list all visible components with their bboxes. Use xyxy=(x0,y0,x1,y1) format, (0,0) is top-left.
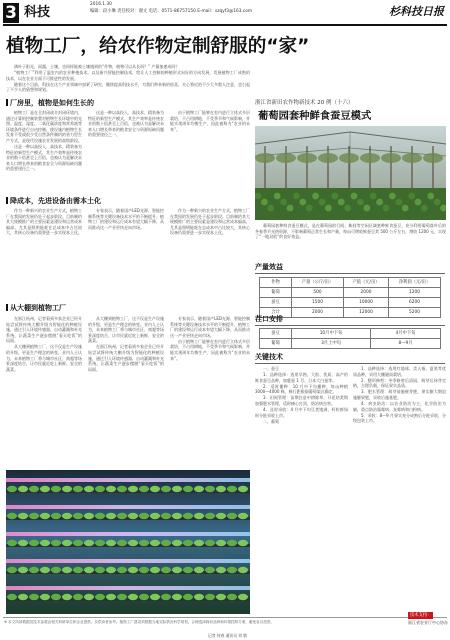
table-cell: 1200 xyxy=(389,288,441,298)
vineyard-photo xyxy=(255,126,446,220)
lettuce-plant xyxy=(128,513,138,519)
tech-item: 3．肥水管理：萌芽前施催芽肥，果实膨大期追施膨果肥，采收后施基肥。 xyxy=(353,389,446,400)
table-row xyxy=(260,329,441,339)
season-heading: 茬口安排 xyxy=(255,315,283,323)
article-lead xyxy=(6,64,250,96)
lettuce-plant xyxy=(150,567,160,573)
lettuce-plant xyxy=(183,567,193,573)
article-column xyxy=(6,110,82,194)
led-strip xyxy=(6,478,250,482)
section-title: 科技 xyxy=(24,5,51,20)
lettuce-plant xyxy=(183,486,193,492)
table-cell: 10月中下旬 xyxy=(292,329,371,339)
body-paragraph: 从大棚到植物工厂，这不仅是生产设施的升级，更是生产理念的转变。业内人士认为，未来植物工厂将与城市社区、商超等场景深度结合，让市民就近吃上新鲜、安全的蔬菜。 xyxy=(6,344,82,372)
article-headline: 植物工厂，给农作物定制舒服的“家” xyxy=(6,36,310,57)
bean-plant xyxy=(319,199,326,206)
bean-plant xyxy=(338,199,345,206)
article-column xyxy=(88,110,164,194)
lettuce-plant xyxy=(139,594,149,600)
body-paragraph: 专家表示，随着国产LED光源、智能控制系统等关键设备技术水平的不断提升，植物工厂的建设和运行成本有望大幅下降，从而推动这一产业更快走向市场。 xyxy=(170,316,250,338)
lettuce-plant xyxy=(7,594,17,600)
lettuce-plant xyxy=(51,567,61,573)
lettuce-plant xyxy=(84,594,94,600)
table-row xyxy=(260,298,441,308)
table-header-cell: 产量（公斤/亩） xyxy=(292,278,344,288)
lettuce-plant xyxy=(238,567,248,573)
lead-paragraph: 随着这个目前，科技在这个产业领域中加紧了研究，继续提高科技水平，为我们带来新的惊喜，关心将近的不少大多数人注意，也引起了不少人的猜想和规划。 xyxy=(6,81,250,93)
lettuce-plant xyxy=(106,594,116,600)
lettuce-plant xyxy=(172,567,182,573)
plant-factory-photo xyxy=(6,470,250,614)
lettuce-plant xyxy=(150,486,160,492)
bean-plant xyxy=(312,193,319,200)
lettuce-plant xyxy=(238,486,248,492)
footnote: ※ 本文所涉数据及技术参数由相关科研单位和企业提供，仅供读者参考。植物工厂建设须根据当地实际情况科学规划，合理选择栽培品种和环境控制方案，避免盲目投资。 xyxy=(4,620,275,624)
tech-item: 1．品种选择：选用早熟、大粒、优质、高产的鲜食蚕豆品种，如慈蚕 1 号、日本大白蚕等。 xyxy=(255,372,348,383)
support-org: 浙江省农业厅中心协办 xyxy=(408,620,448,625)
lettuce-plant xyxy=(172,594,182,600)
tech-item: 1．品种选择：选用红地球、美人指、夏黑等优质品种，采用大棚避雨栽培。 xyxy=(353,366,446,377)
article-column xyxy=(6,208,82,303)
table-cell: 10000 xyxy=(343,298,388,308)
bean-plant xyxy=(287,205,294,212)
body-paragraph: 在浙江杭州，记者看到多家企业已经开始尝试将传统大棚升级为智能化的种植设施，通过引入环境传感器、自动灌溉和补光系统，让蔬菜生产逐步摆脱“看天吃饭”的局面。 xyxy=(88,344,164,372)
editor-contact-line: 编辑：段小琳 责任校对：谢文 电话：0571-86757150 E-mail：szqyf3@163.com xyxy=(90,9,253,14)
lettuce-plant xyxy=(139,513,149,519)
lead-paragraph: “植物工厂”利用了温室内的农业种植技术，以及新兴智能控制技术，给让人工控制的种植形式向好的方向发展，发展植物工厂成熟的技术，以在农业方面不可推进性的发展。 xyxy=(6,70,250,81)
lettuce-plant xyxy=(95,486,105,492)
lettuce-plant xyxy=(172,486,182,492)
table-cell: 合计 xyxy=(260,308,292,318)
lettuce-plant xyxy=(73,513,83,519)
lettuce-plant xyxy=(205,594,215,600)
lettuce-plant xyxy=(128,540,138,546)
lettuce-plant xyxy=(40,567,50,573)
sidebar-title: 葡萄园套种鲜食蚕豆模式 xyxy=(258,110,372,122)
table-cell: 蚕豆 xyxy=(260,329,292,339)
article-column xyxy=(6,316,82,466)
lettuce-plant xyxy=(161,486,171,492)
lettuce-plant xyxy=(40,513,50,519)
body-paragraph: 由于植物工厂能够在室内进行立体式多层栽培，不占用耕地，不受季节和气候影响，并能实现周年均衡生产，因此被称为“农业的未来”。 xyxy=(170,338,250,361)
tech-item: 一、蚕豆 xyxy=(263,366,279,371)
lettuce-plant xyxy=(183,540,193,546)
lettuce-plant xyxy=(128,567,138,573)
lettuce-plant xyxy=(51,513,61,519)
led-strip xyxy=(6,586,250,590)
header-rule xyxy=(3,24,447,26)
tech-column xyxy=(353,366,446,610)
bean-plant xyxy=(280,199,287,206)
yield-heading: 产量效益 xyxy=(255,263,283,271)
tech-item: 4．病虫防治：以农业防治为主，化学防治为辅，重点防治霜霉病、灰霉病和白粉病。 xyxy=(353,401,446,412)
body-paragraph: 这是一种以高投入、高技术、精装备为特征的新型生产模式，其生产效率是传统农业的数十倍甚至上百倍，也被认为是解决未来人口增长带来的粮食安全与资源短缺问题的重要途径之一。 xyxy=(88,110,164,138)
tech-item: 5．采收：8—9 月果实充分成熟后分批采收，分级包装上市。 xyxy=(353,412,446,424)
lettuce-plant xyxy=(194,513,204,519)
bean-plant xyxy=(299,199,306,206)
bean-plant xyxy=(376,199,383,206)
table-cell: 葡萄 xyxy=(260,288,292,298)
lettuce-plant xyxy=(95,513,105,519)
article-column xyxy=(88,316,164,466)
lettuce-plant xyxy=(117,513,127,519)
lettuce-plant xyxy=(40,540,50,546)
lettuce-plant xyxy=(205,513,215,519)
sidebar-intro-text: 葡萄园套种鲜食蚕豆模式，是在葡萄园的行间、株间等空闲区域套种鲜食蚕豆，充分利用葡萄落叶后的冬春季节光热资源，不影响葡萄正常生长和产量，每亩可增收鲜蚕豆荚 500 公斤左右，增收 1200 元，实现了“一地双收”的良好效益。 xyxy=(255,223,446,240)
tech-item: 2．整形修剪：冬季修剪后清园，萌芽后抹芽定梢，合理负载，保证果实品质。 xyxy=(353,377,446,389)
lettuce-plant xyxy=(106,513,116,519)
vine-canopy xyxy=(276,153,296,163)
bean-plant xyxy=(421,205,428,212)
lettuce-plant xyxy=(73,594,83,600)
table-cell: 6200 xyxy=(389,298,441,308)
bean-plant xyxy=(306,205,313,212)
lettuce-plant xyxy=(139,567,149,573)
lettuce-plant xyxy=(29,513,39,519)
tech-item: 4．及时采收：4 月中下旬豆荚饱满、籽粒鲜绿时分批采收上市。 xyxy=(255,407,348,418)
bean-plant xyxy=(267,205,274,212)
table-cell: 3月上中旬 xyxy=(292,339,371,349)
lettuce-plant xyxy=(161,513,171,519)
table-cell: 8—9月 xyxy=(371,339,441,349)
vine-canopy xyxy=(402,153,422,163)
lettuce-plant xyxy=(84,513,94,519)
lettuce-plant xyxy=(18,486,28,492)
lettuce-plant xyxy=(29,594,39,600)
section-heading: 从大棚到植物工厂 xyxy=(6,304,66,313)
tech-heading: 关键技术 xyxy=(255,353,283,361)
lettuce-plant xyxy=(194,540,204,546)
page-number-badge: 3 xyxy=(3,3,19,23)
lettuce-plant xyxy=(161,540,171,546)
support-tag: 技术支持： xyxy=(410,613,432,618)
body-paragraph: 植物工厂是在全封闭或半封闭环境内，通过计算机控制装置对植物生长环境中的光照、温度、湿度、二氧化碳浓度和营养液等环境条件进行自动控制，使设施内植物生长发育不受或很少受自然条件制约的省力型生产方式，是现代设施农业发展的高级阶段。 xyxy=(6,110,82,143)
table-header-cell: 产值（元/亩） xyxy=(343,278,388,288)
lettuce-plant xyxy=(238,594,248,600)
lettuce-plant xyxy=(161,594,171,600)
lettuce-plant xyxy=(150,540,160,546)
lettuce-plant xyxy=(29,540,39,546)
table-cell: 2000 xyxy=(292,308,344,318)
table-cell: 蚕豆 xyxy=(260,298,292,308)
led-strip xyxy=(6,532,250,536)
bean-plant xyxy=(357,199,364,206)
vine-canopy xyxy=(423,153,443,163)
lettuce-plant xyxy=(150,513,160,519)
lettuce-plant xyxy=(51,486,61,492)
section-heading: 降成本，先进设备由需本土化 xyxy=(6,197,101,206)
lettuce-plant xyxy=(205,540,215,546)
season-table xyxy=(259,328,441,349)
lettuce-plant xyxy=(84,540,94,546)
table-row xyxy=(260,288,441,298)
lettuce-plant xyxy=(117,567,127,573)
table-header-row xyxy=(260,278,441,288)
body-paragraph: 专家表示，随着国产LED光源、智能控制系统等关键设备技术水平的不断提升，植物工厂的建设和运行成本有望大幅下降，从而推动这一产业更快走向市场。 xyxy=(88,208,164,230)
article-column xyxy=(170,316,250,466)
lettuce-plant xyxy=(106,540,116,546)
lettuce-plant xyxy=(117,594,127,600)
bean-plant xyxy=(415,199,422,206)
vine-canopy xyxy=(318,153,338,163)
table-header-cell: 净利润（元/亩） xyxy=(389,278,441,288)
lettuce-plant xyxy=(128,594,138,600)
table-cell: 12000 xyxy=(343,308,388,318)
lettuce-plant xyxy=(106,486,116,492)
lettuce-plant xyxy=(95,594,105,600)
lettuce-plant xyxy=(194,594,204,600)
bylines: 记者 何春 通讯员 刘 敏 xyxy=(208,633,247,638)
sidebar-intro xyxy=(255,223,446,257)
lettuce-plant xyxy=(194,486,204,492)
lettuce-plant xyxy=(172,540,182,546)
vine-canopy xyxy=(297,153,317,163)
bean-plant xyxy=(370,193,377,200)
lettuce-plant xyxy=(216,513,226,519)
bean-plant xyxy=(351,193,358,200)
vine-canopy xyxy=(381,153,401,163)
lettuce-plant xyxy=(62,513,72,519)
lettuce-plant xyxy=(7,567,17,573)
body-paragraph: 在浙江杭州，记者看到多家企业已经开始尝试将传统大棚升级为智能化的种植设施，通过引入环境传感器、自动灌溉和补光系统，让蔬菜生产逐步摆脱“看天吃饭”的局面。 xyxy=(6,316,82,344)
body-paragraph: 从大棚到植物工厂，这不仅是生产设施的升级，更是生产理念的转变。业内人士认为，未来植物工厂将与城市社区、商超等场景深度结合，让市民就近吃上新鲜、安全的蔬菜。 xyxy=(88,316,164,344)
bean-plant xyxy=(389,193,396,200)
yield-table xyxy=(259,277,441,318)
lettuce-plant xyxy=(227,540,237,546)
lettuce-plant xyxy=(227,486,237,492)
lettuce-plant xyxy=(183,594,193,600)
article-column xyxy=(170,110,250,194)
tech-column xyxy=(255,366,348,610)
lettuce-plant xyxy=(227,567,237,573)
lettuce-plant xyxy=(227,513,237,519)
bean-plant xyxy=(325,205,332,212)
table-cell: 葡萄 xyxy=(260,339,292,349)
vine-canopy xyxy=(360,153,380,163)
lettuce-plant xyxy=(172,513,182,519)
lettuce-plant xyxy=(51,594,61,600)
lettuce-plant xyxy=(40,486,50,492)
lettuce-plant xyxy=(205,567,215,573)
lettuce-plant xyxy=(95,567,105,573)
table-row xyxy=(260,308,441,318)
lettuce-plant xyxy=(128,486,138,492)
lettuce-plant xyxy=(18,540,28,546)
table-header-cell: 作物 xyxy=(260,278,292,288)
lettuce-plant xyxy=(117,486,127,492)
lettuce-plant xyxy=(18,594,28,600)
lettuce-plant xyxy=(62,486,72,492)
table-cell: 500 xyxy=(292,288,344,298)
lettuce-plant xyxy=(18,513,28,519)
vine-canopy xyxy=(339,153,359,163)
body-paragraph: 由于植物工厂能够在室内进行立体式多层栽培，不占用耕地，不受季节和气候影响，并能实现周年均衡生产，因此被称为“农业的未来”。 xyxy=(170,110,250,132)
lettuce-plant xyxy=(7,486,17,492)
article-column xyxy=(88,208,164,303)
table-row xyxy=(260,339,441,349)
lettuce-plant xyxy=(84,486,94,492)
sidebar-kicker: 浙江省新田农作物新技术 20 例（十六） xyxy=(255,100,354,106)
lettuce-plant xyxy=(139,486,149,492)
lettuce-plant xyxy=(62,540,72,546)
lettuce-plant xyxy=(238,513,248,519)
lettuce-plant xyxy=(227,594,237,600)
lettuce-plant xyxy=(73,540,83,546)
lettuce-plant xyxy=(95,540,105,546)
lettuce-plant xyxy=(117,540,127,546)
bean-plant xyxy=(261,199,268,206)
table-cell: 1500 xyxy=(292,298,344,308)
table-cell: 2000 xyxy=(343,288,388,298)
bean-plant xyxy=(408,193,415,200)
lettuce-plant xyxy=(40,594,50,600)
table-cell: 4月中下旬 xyxy=(371,329,441,339)
lettuce-plant xyxy=(73,567,83,573)
lettuce-plant xyxy=(51,540,61,546)
lettuce-plant xyxy=(62,594,72,600)
lettuce-plant xyxy=(216,540,226,546)
table-cell: 5200 xyxy=(389,308,441,318)
lettuce-plant xyxy=(84,567,94,573)
lettuce-plant xyxy=(29,486,39,492)
tech-item: 2．适时播种：10 月中下旬播种，每亩种植 3000—4000 株，株行距根据葡萄架式确定。 xyxy=(255,383,348,395)
led-strip xyxy=(6,559,250,563)
lettuce-plant xyxy=(161,567,171,573)
tech-item: 二、葡萄 xyxy=(263,418,279,424)
bean-plant xyxy=(363,205,370,212)
issue-date: 2016.1.30 xyxy=(90,2,112,7)
lettuce-plant xyxy=(106,567,116,573)
led-strip xyxy=(6,505,250,509)
lettuce-plant xyxy=(216,567,226,573)
tech-item: 3．田间管理：苗期注意中耕除草，开花结荚期加强肥水管理，适时摘心打顶，防治病虫害。 xyxy=(255,395,348,407)
lettuce-plant xyxy=(194,567,204,573)
newspaper-masthead: 杉科技日报 xyxy=(389,5,444,18)
section-heading: 厂房里，植物是如何生长的 xyxy=(6,99,94,108)
lettuce-plant xyxy=(62,567,72,573)
article-column xyxy=(170,208,250,303)
lettuce-plant xyxy=(139,540,149,546)
bean-plant xyxy=(344,205,351,212)
lettuce-plant xyxy=(205,486,215,492)
lettuce-plant xyxy=(216,594,226,600)
lettuce-plant xyxy=(150,594,160,600)
bean-plant xyxy=(274,193,281,200)
lettuce-plant xyxy=(183,513,193,519)
lettuce-plant xyxy=(7,513,17,519)
bean-plant xyxy=(402,205,409,212)
bean-plant xyxy=(293,193,300,200)
lead-paragraph: 满叶子阳光、雨露、土壤，也同样能被土壤遇到的“作物，植物可以从长吗？” 产量加速成吗？ xyxy=(14,64,180,69)
lettuce-plant xyxy=(18,567,28,573)
lettuce-plant xyxy=(7,540,17,546)
bean-plant xyxy=(434,199,441,206)
body-paragraph: 这是一种以高投入、高技术、精装备为特征的新型生产模式，其生产效率是传统农业的数十倍甚至上百倍，也被认为是解决未来人口增长带来的粮食安全与资源短缺问题的重要途径之一。 xyxy=(6,144,82,172)
bean-plant xyxy=(331,193,338,200)
lettuce-plant xyxy=(73,486,83,492)
bean-plant xyxy=(395,199,402,206)
body-paragraph: 作为一种新兴的农业生产方式，植物工厂在我国的发展仍处于起步阶段。目前制约其大规模推广的主要因素是建设和运营成本偏高，尤其是照明能耗在总成本中占比较大，其核心设备仍需要进一步实现本土化。 xyxy=(170,208,250,236)
lettuce-plant xyxy=(238,540,248,546)
footer-rule xyxy=(3,617,447,618)
lettuce-plant xyxy=(29,567,39,573)
body-paragraph: 作为一种新兴的农业生产方式，植物工厂在我国的发展仍处于起步阶段。目前制约其大规模推广的主要因素是建设和运营成本偏高，尤其是照明能耗在总成本中占比较大，其核心设备仍需要进一步实现本土化。 xyxy=(6,208,82,236)
lettuce-plant xyxy=(216,486,226,492)
vine-canopy xyxy=(255,153,275,163)
bean-plant xyxy=(427,193,434,200)
bean-plant xyxy=(383,205,390,212)
